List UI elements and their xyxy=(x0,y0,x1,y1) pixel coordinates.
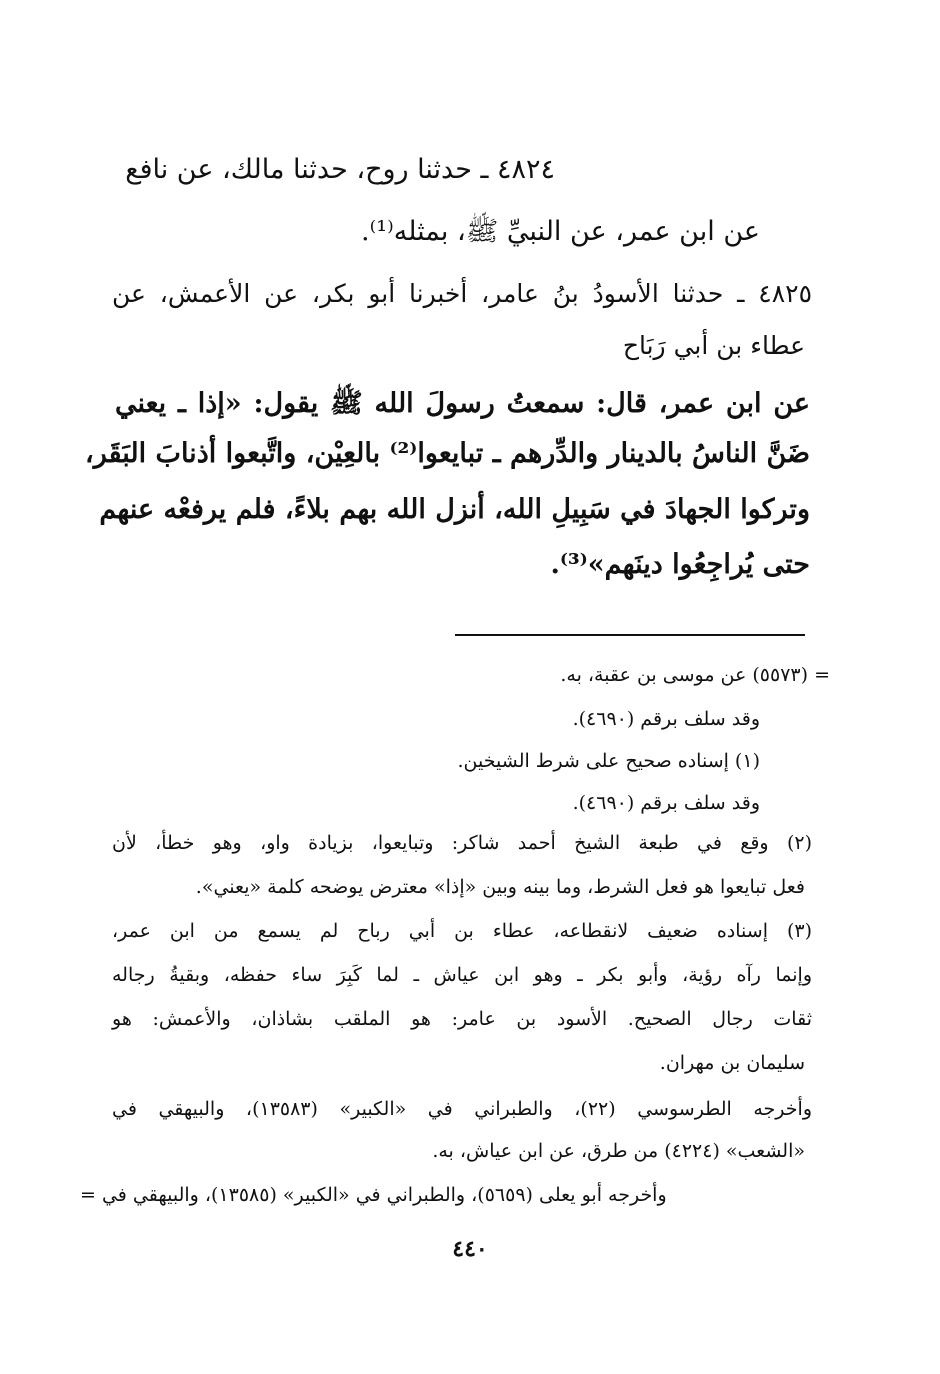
footnote-1-line-1: (١) إسناده صحيح على شرط الشيخين. xyxy=(457,750,760,772)
matn-line-3: وتركوا الجهادَ في سَبِيلِ الله، أنزل الله بهم بلاءً، فلم يرفعْه عنهم xyxy=(99,494,810,525)
footnote-continued-line-1: = (٥٥٧٣) عن موسى بن عقبة، به. xyxy=(560,664,830,686)
hadith-4825-line-2: عطاء بن أبي رَبَاح xyxy=(622,331,805,360)
hadith-4825-line-1: ٤٨٢٥ ـ حدثنا الأسودُ بنُ عامر، أخبرنا أبو بكر، عن الأعمش، عن xyxy=(112,279,812,308)
matn-line-4: حتى يُراجِعُوا دينَهم»⁽³⁾. xyxy=(550,549,810,580)
footnote-3-line-3: ثقات رجال الصحيح. الأسود بن عامر: هو الملقب بشاذان، والأعمش: هو xyxy=(112,1008,812,1030)
footnote-3-line-2: وإنما رآه رؤية، وأبو بكر ـ وهو ابن عياش ـ لما كَبِرَ ساء حفظه، وبقيةُ رجاله xyxy=(112,964,812,986)
footnote-1-line-2: وقد سلف برقم (٤٦٩٠). xyxy=(572,792,760,814)
hadith-4824-line-1: ٤٨٢٤ ـ حدثنا روح، حدثنا مالك، عن نافع xyxy=(125,154,555,185)
footnote-2-line-1: (٢) وقع في طبعة الشيخ أحمد شاكر: وتبايعوا، بزيادة واو، وهو خطأ، لأن xyxy=(112,832,812,854)
footnote-5-line-1: وأخرجه أبو يعلى (٥٦٥٩)، والطبراني في «الكبير» (١٣٥٨٥)، والبيهقي في = xyxy=(80,1184,667,1206)
footnote-3-line-1: (٣) إسناده ضعيف لانقطاعه، عطاء بن أبي رباح لم يسمع من ابن عمر، xyxy=(112,920,812,942)
hadith-4824-line-2: عن ابن عمر، عن النبيِّ ﷺ، بمثله⁽¹⁾. xyxy=(361,216,760,247)
matn-line-2: ضَنَّ الناسُ بالدينار والدِّرهم ـ تبايعوا⁽²⁾ بالعِيْن، واتَّبعوا أذنابَ البَقَر، xyxy=(84,438,810,469)
matn-line-1: عن ابن عمر، قال: سمعتُ رسولَ الله ﷺ يقول: «إذا ـ يعني xyxy=(115,388,810,419)
footnote-3-line-4: سليمان بن مهران. xyxy=(659,1052,805,1074)
footnote-separator xyxy=(455,634,805,636)
footnote-continued-line-2: وقد سلف برقم (٤٦٩٠). xyxy=(572,708,760,730)
footnote-4-line-1: وأخرجه الطرسوسي (٢٢)، والطبراني في «الكبير» (١٣٥٨٣)، والبيهقي في xyxy=(112,1098,812,1120)
footnote-4-line-2: «الشعب» (٤٢٢٤) من طرق، عن ابن عياش، به. xyxy=(432,1140,805,1162)
footnote-2-line-2: فعل تبايعوا هو فعل الشرط، وما بينه وبين «إذا» معترض يوضحه كلمة «يعني». xyxy=(195,876,805,898)
page-number: ٤٤٠ xyxy=(452,1236,488,1262)
